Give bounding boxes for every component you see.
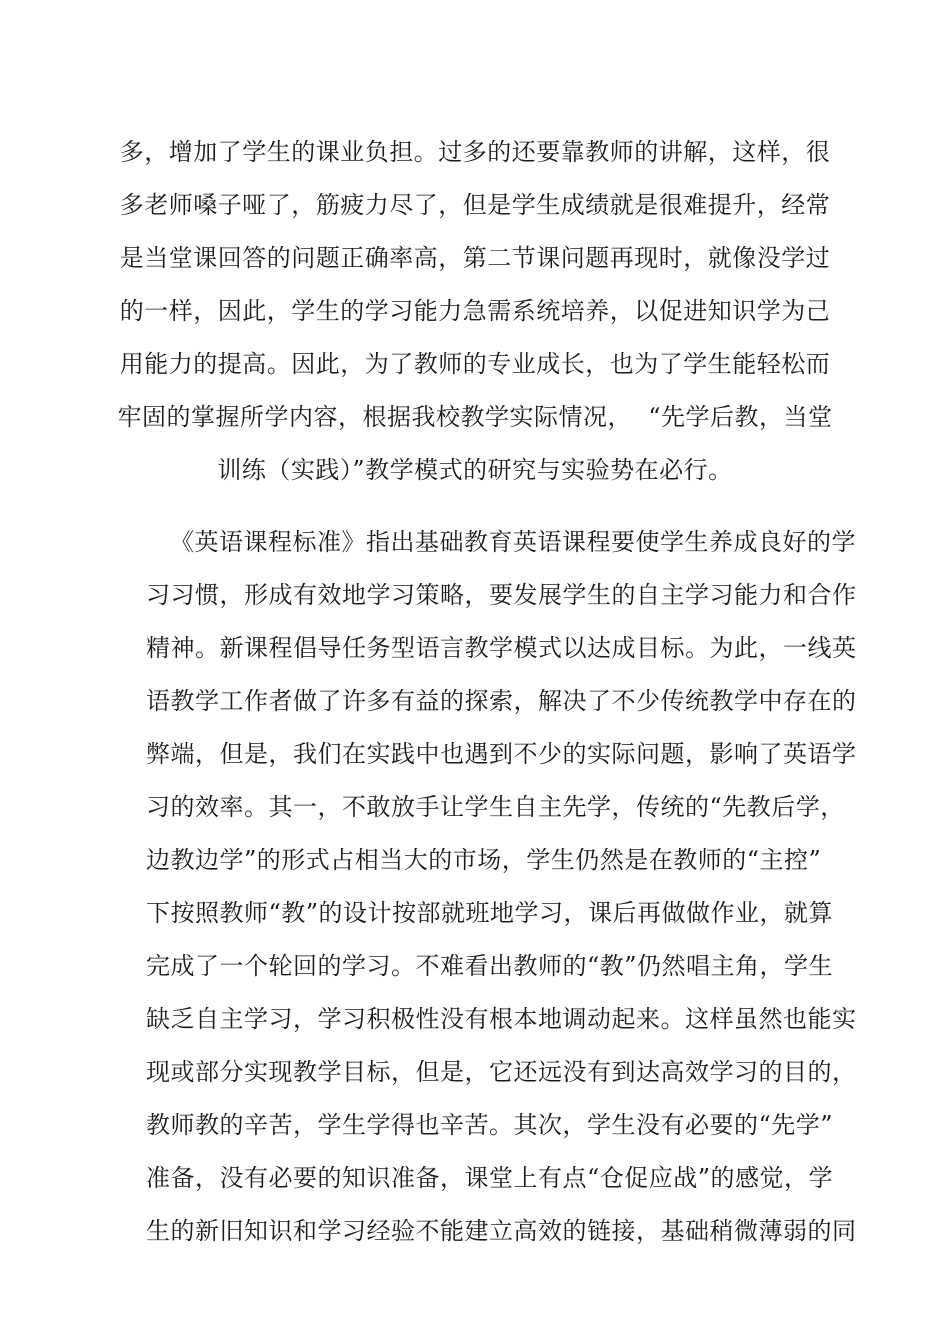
text-line: 牢固的掌握所学内容，根据我校教学实际情况， “先学后教，当堂 xyxy=(117,403,833,431)
text-line: 习习惯，形成有效地学习策略，要发展学生的自主学习能力和合作 xyxy=(146,581,857,609)
text-line: 《英语课程标准》指出基础教育英语课程要使学生养成良好的学 xyxy=(170,528,856,556)
text-line: 完成了一个轮回的学习。不难看出教师的“教”仍然唱主角，学生 xyxy=(146,952,834,980)
text-line: 教师教的辛苦，学生学得也辛苦。其次，学生没有必要的“先学” xyxy=(146,1111,834,1139)
text-line: 多，增加了学生的课业负担。过多的还要靠教师的讲解，这样，很 xyxy=(119,138,831,166)
text-line: 缺乏自主学习，学习积极性没有根本地调动起来。这样虽然也能实 xyxy=(146,1005,857,1033)
text-line: 语教学工作者做了许多有益的探索，解决了不少传统教学中存在的 xyxy=(146,687,857,715)
text-line: 下按照教师“教”的设计按部就班地学习，课后再做做作业，就算 xyxy=(146,899,834,927)
text-line: 习的效率。其一，不敢放手让学生自主先学，传统的“先教后学， xyxy=(146,793,845,821)
text-line: 精神。新课程倡导任务型语言教学模式以达成目标。为此，一线英 xyxy=(146,634,857,662)
text-line: 用能力的提高。因此，为了教师的专业成长，也为了学生能轻松而 xyxy=(119,350,831,378)
text-line: 准备，没有必要的知识准备，课堂上有点“仓促应战”的感觉，学 xyxy=(146,1164,834,1192)
text-line: 是当堂课回答的问题正确率高，第二节课问题再现时，就像没学过 xyxy=(119,244,831,272)
text-line: 训练（实践）”教学模式的研究与实验势在必行。 xyxy=(217,456,733,484)
text-line: 的一样，因此，学生的学习能力急需系统培养，以促进知识学为己 xyxy=(119,297,831,325)
text-line: 弊端，但是，我们在实践中也遇到不少的实际问题，影响了英语学 xyxy=(146,740,857,768)
text-line: 现或部分实现教学目标，但是，它还远没有到达高效学习的目的， xyxy=(146,1058,857,1086)
text-line: 生的新旧知识和学习经验不能建立高效的链接，基础稍微薄弱的同 xyxy=(146,1217,857,1245)
text-line: 边教边学”的形式占相当大的市场，学生仍然是在教师的“主控” xyxy=(146,846,822,874)
text-line: 多老师嗓子哑了，筋疲力尽了，但是学生成绩就是很难提升，经常 xyxy=(119,191,831,219)
